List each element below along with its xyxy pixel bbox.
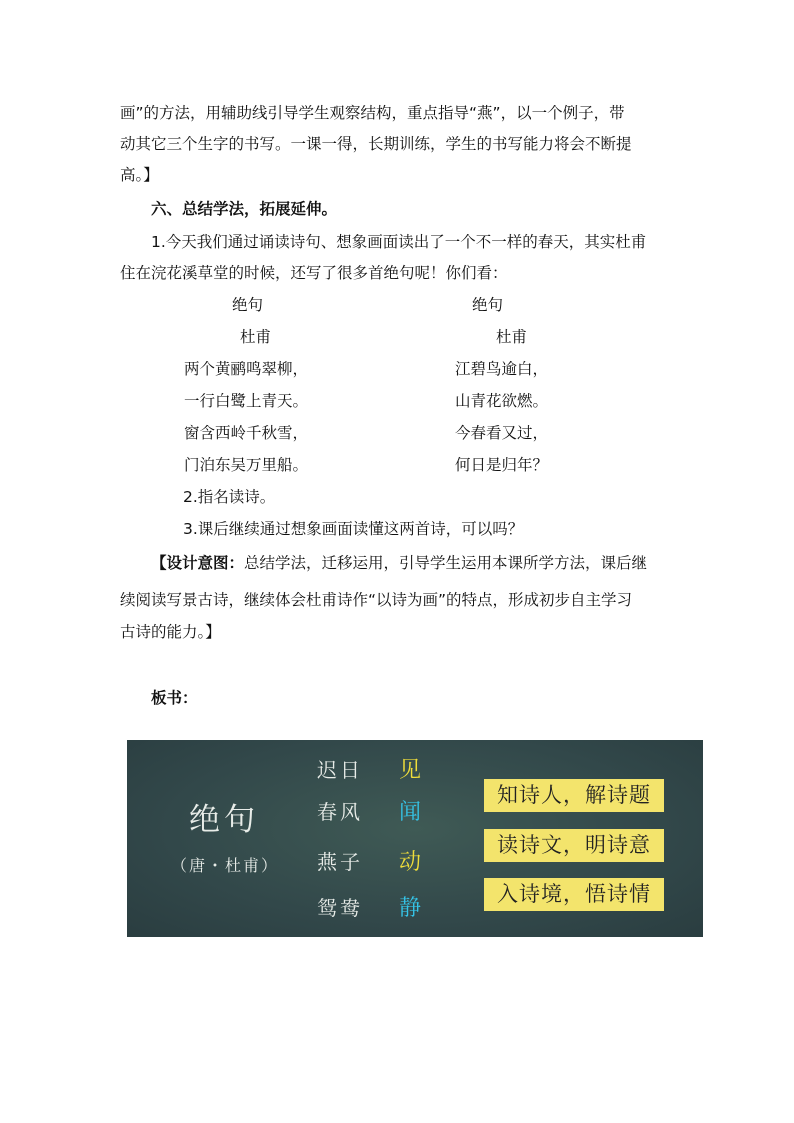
- section-heading: 六、总结学法，拓展延伸。: [151, 200, 338, 218]
- design-intent-line: 古诗的能力。】: [120, 623, 221, 641]
- paragraph-line: 动其它三个生字的书写。一课一得，长期训练，学生的书写能力将会不断提: [120, 135, 632, 153]
- poem-line: 今春看又过，: [455, 424, 549, 442]
- board-sense: 闻: [399, 800, 422, 825]
- board-tag: 知诗人，解诗题: [484, 779, 664, 812]
- poem-line: 何日是归年？: [455, 456, 549, 474]
- design-intent-line: [151, 553, 647, 573]
- blackboard-label: 板书：: [151, 689, 198, 707]
- board-word: 迟日: [317, 758, 363, 782]
- board-word: 鸳鸯: [317, 896, 363, 920]
- item-1-line: 1.今天我们通过诵读诗句、想象画面读出了一个不一样的春天，其实杜甫: [151, 233, 647, 251]
- paragraph-line: 高。】: [120, 166, 159, 184]
- poem-author: 杜甫: [240, 328, 272, 346]
- poem-line: 山青花欲燃。: [455, 392, 549, 410]
- board-sense: 静: [399, 896, 422, 921]
- design-intent-text: 总结学法，迁移运用，引导学生运用本课所学方法，课后继: [244, 554, 648, 572]
- poem-title: 绝句: [232, 296, 264, 314]
- board-word: 春风: [317, 800, 363, 824]
- poem-author: 杜甫: [496, 328, 528, 346]
- board-title: 绝句: [189, 802, 259, 838]
- board-tag: 入诗境，悟诗情: [484, 878, 664, 911]
- board-tag: 读诗文，明诗意: [484, 829, 664, 862]
- poem-line: 窗含西岭千秋雪，: [184, 424, 309, 442]
- item-1-line: 住在浣花溪草堂的时候，还写了很多首绝句呢！你们看：: [120, 264, 508, 282]
- poem-line: 两个黄鹂鸣翠柳，: [184, 360, 309, 378]
- board-subtitle: （唐・杜甫）: [171, 856, 280, 875]
- poem-line: 门泊东吴万里船。: [184, 456, 309, 474]
- design-intent-label: 【设计意图：: [151, 554, 245, 572]
- board-sense: 动: [399, 850, 422, 875]
- poem-title: 绝句: [472, 296, 504, 314]
- poem-line: 一行白鹭上青天。: [184, 392, 309, 410]
- poem-line: 江碧鸟逾白，: [455, 360, 549, 378]
- item-2: 2.指名读诗。: [183, 488, 276, 506]
- board-word: 燕子: [317, 850, 363, 874]
- paragraph-line: 画”的方法，用辅助线引导学生观察结构，重点指导“燕”，以一个例子，带: [120, 104, 625, 122]
- board-sense: 见: [399, 758, 422, 783]
- design-intent-line: 续阅读写景古诗，继续体会杜甫诗作“以诗为画”的特点，形成初步自主学习: [120, 591, 633, 609]
- blackboard-image: [127, 740, 703, 937]
- item-3: 3.课后继续通过想象画面读懂这两首诗，可以吗？: [183, 520, 524, 538]
